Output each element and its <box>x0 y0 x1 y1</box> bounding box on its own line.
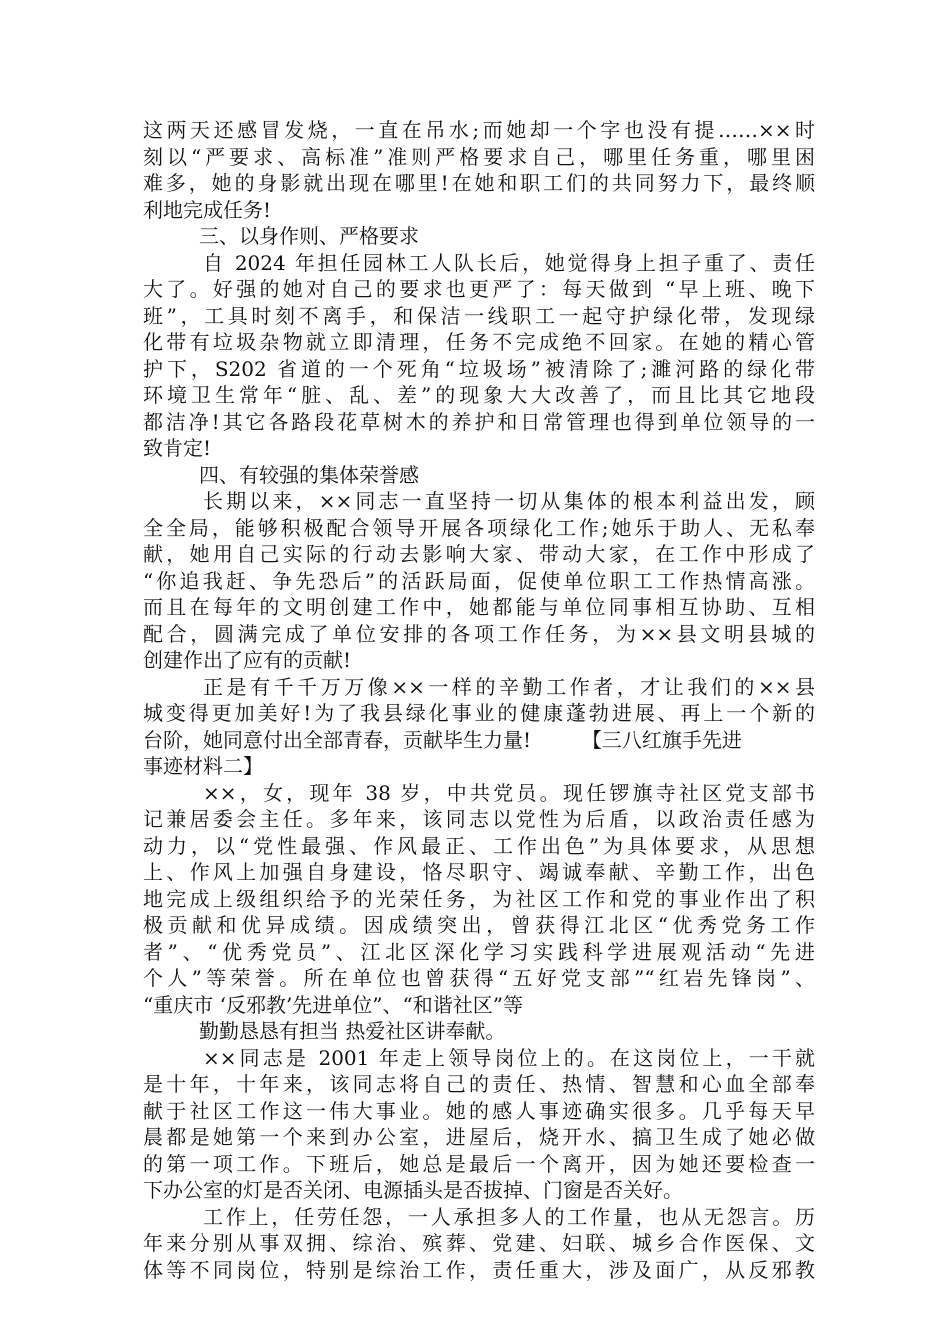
text-line: 的第一项工作。下班后，她总是最后一个离开，因为她还要检查一 <box>143 1151 815 1176</box>
text-line: 献，她用自己实际的行动去影响大家、带动大家，在工作中形成了 <box>143 542 815 566</box>
text-line: 地完成上级组织给予的光荣任务，为社区工作和党的事业作出了积 <box>143 886 815 911</box>
text-line: 创建作出了应有的贡献! <box>143 648 352 672</box>
text-line: 是十年，十年来，该同志将自己的责任、热情、智慧和心血全部奉 <box>143 1072 815 1096</box>
text-line: 长期以来，××同志一直坚持一切从集体的根本利益出发，顾 <box>203 489 815 513</box>
text-line: 台阶，她同意付出全部青春，贡献毕生力量! 【三八红旗手先进 <box>143 727 742 752</box>
text-line: 勤勤恳恳有担当 热爱社区讲奉献。 <box>199 1019 506 1043</box>
text-line: 四、有较强的集体荣誉感 <box>199 462 419 487</box>
text-line: ××同志是 2001 年走上领导岗位上的。在这岗位上，一干就 <box>203 1045 815 1070</box>
text-line: 致肯定! <box>143 436 212 460</box>
text-line: ××，女，现年 38 岁，中共党员。现任锣旗寺社区党支部书 <box>203 780 815 805</box>
text-line: 利地完成任务! <box>143 197 272 222</box>
text-line: 正是有千千万万像××一样的辛勤工作者，才让我们的××县 <box>203 674 815 699</box>
text-line: 记兼居委会主任。多年来，该同志以党性为后盾，以政治责任感为 <box>143 807 815 831</box>
text-line: 极贡献和优异成绩。因成绩突出，曾获得江北区“优秀党务工作 <box>143 913 815 937</box>
document-page <box>143 117 815 1283</box>
text-line: “重庆市 ‘反邪教’先进单位”、“和谐社区”等 <box>143 992 523 1017</box>
text-line: 个人”等荣誉。所在单位也曾获得“五好党支部”“红岩先锋岗”、 <box>143 966 815 990</box>
text-line: 班”，工具时刻不离手，和保洁一线职工一起守护绿化带，发现绿 <box>143 303 815 328</box>
text-line: 上、作风上加强自身建设，恪尽职守、竭诚奉献、辛勤工作，出色 <box>143 860 815 884</box>
text-line: 难多，她的身影就出现在哪里!在她和职工们的共同努力下，最终顺 <box>143 171 815 195</box>
text-line: 全全局，能够积极配合领导开展各项绿化工作;她乐于助人、无私奉 <box>143 515 815 540</box>
text-line: 晨都是她第一个来到办公室，进屋后，烧开水、搞卫生成了她必做 <box>143 1125 815 1149</box>
text-line: 献于社区工作这一伟大事业。她的感人事迹确实很多。几乎每天早 <box>143 1098 815 1123</box>
text-line: 护下，S202 省道的一个死角“垃圾场”被清除了;濉河路的绿化带 <box>143 356 815 381</box>
text-line: 下办公室的灯是否关闭、电源插头是否拔掉、门窗是否关好。 <box>143 1178 683 1202</box>
text-line: 配合，圆满完成了单位安排的各项工作任务，为××县文明县城的 <box>143 621 815 646</box>
text-line: 动力，以“党性最强、作风最正、工作出色”为具体要求，从思想 <box>143 833 815 858</box>
text-line: “你追我赶、争先恐后”的活跃局面，促使单位职工工作热情高涨。 <box>143 568 815 593</box>
text-line: 化带有垃圾杂物就立即清理，任务不完成绝不回家。在她的精心管 <box>143 330 815 354</box>
text-line: 事迹材料二】 <box>143 754 263 778</box>
text-line: 城变得更加美好!为了我县绿化事业的健康蓬勃进展、再上一个新的 <box>143 701 815 725</box>
text-line: 年来分别从事双拥、综治、殡葬、党建、妇联、城乡合作医保、文 <box>143 1231 815 1255</box>
text-line: 环境卫生常年“脏、乱、差”的现象大大改善了，而且比其它地段 <box>143 383 815 407</box>
text-line: 者”、“优秀党员”、江北区深化学习实践科学进展观活动“先进 <box>143 939 815 964</box>
text-line: 工作上，任劳任怨，一人承担多人的工作量，也从无怨言。历 <box>203 1204 815 1229</box>
text-line: 体等不同岗位，特别是综治工作，责任重大，涉及面广，从反邪教 <box>143 1257 815 1282</box>
text-line: 而且在每年的文明创建工作中，她都能与单位同事相互协助、互相 <box>143 595 815 619</box>
text-line: 三、以身作则、严格要求 <box>199 224 419 248</box>
text-line: 自 2024 年担任园林工人队长后，她觉得身上担子重了、责任 <box>203 250 815 275</box>
text-line: 这两天还感冒发烧，一直在吊水;而她却一个字也没有提……××时 <box>143 118 815 142</box>
text-line: 都洁净!其它各路段花草树木的养护和日常管理也得到单位领导的一 <box>143 409 815 434</box>
text-line: 刻以“严要求、高标准”准则严格要求自己，哪里任务重，哪里困 <box>143 144 815 169</box>
text-line: 大了。好强的她对自己的要求也更严了：每天做到 “早上班、晚下 <box>143 277 815 301</box>
